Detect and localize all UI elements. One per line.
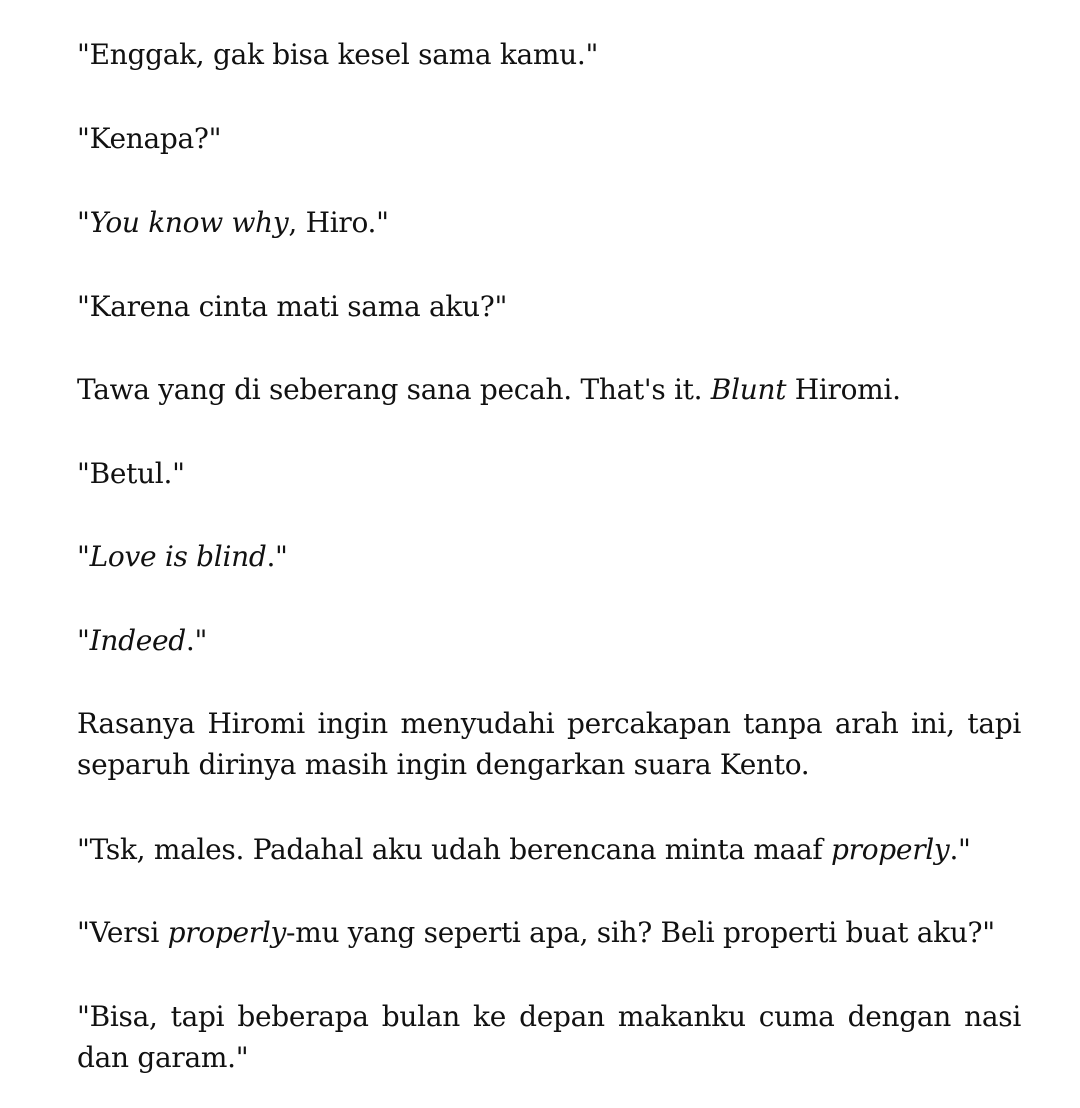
paragraph-line: separuh dirinya masih ingin dengarkan suara Kento. (77, 748, 810, 781)
text-run: , Hiro." (288, 206, 389, 239)
text-run: ." (949, 833, 971, 866)
text-run: "Versi (77, 916, 168, 949)
text-run: " (77, 206, 90, 239)
text-run: ." (266, 540, 288, 573)
text-run: "Tsk, males. Padahal aku udah berencana minta maaf (77, 833, 832, 866)
text-run: ." (185, 624, 208, 657)
text-run: " (77, 624, 90, 657)
text-run: "Karena cinta mati sama aku?" (77, 290, 508, 323)
paragraph-3 (77, 202, 1021, 243)
text-run: Hiromi. (786, 373, 901, 406)
italic-run: Blunt (710, 373, 787, 406)
text-run: " (77, 540, 90, 573)
paragraph-6 (77, 453, 1021, 494)
text-run: "Betul." (77, 457, 185, 490)
paragraph-line: dan garam." (77, 1041, 249, 1074)
text-run: -mu yang seperti apa, sih? Beli properti buat aku?" (286, 916, 995, 949)
italic-run: Indeed (89, 624, 186, 657)
paragraph-1 (77, 34, 1021, 75)
paragraph-10 (77, 829, 1021, 870)
paragraph-8 (77, 620, 1021, 661)
paragraph-12 (77, 996, 1021, 1078)
text-run: "Enggak, gak bisa kesel sama kamu." (77, 38, 599, 71)
text-run: "Kenapa?" (77, 122, 222, 155)
paragraph-line: "Bisa, tapi beberapa bulan ke depan makanku cuma dengan nasi (77, 1000, 1021, 1033)
paragraph-line: Rasanya Hiromi ingin menyudahi percakapan tanpa arah ini, tapi (77, 707, 1021, 740)
italic-run: properly (831, 833, 950, 866)
paragraph-7 (77, 536, 1021, 577)
italic-run: properly (167, 916, 287, 949)
paragraph-2 (77, 118, 1021, 159)
paragraph-4 (77, 286, 1021, 327)
italic-run: Love is blind (89, 540, 267, 573)
paragraph-9 (77, 703, 1021, 785)
italic-run: You know why (89, 206, 289, 239)
paragraph-5 (77, 369, 1021, 410)
paragraph-11 (77, 912, 1021, 953)
text-run: Tawa yang di seberang sana pecah. That's it. (77, 373, 711, 406)
